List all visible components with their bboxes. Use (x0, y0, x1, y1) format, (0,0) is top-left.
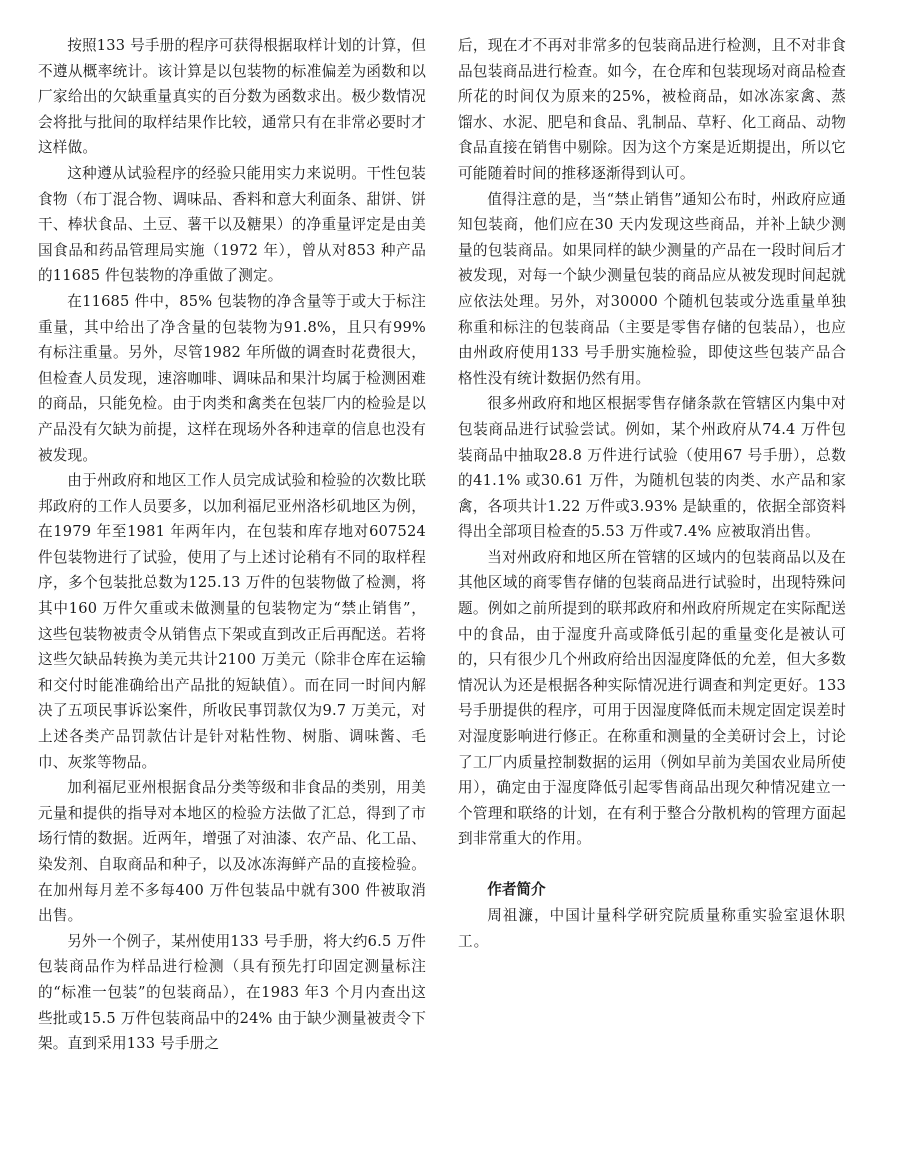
paragraph: 这种遵从试验程序的经验只能用实力来说明。干性包装食物（布丁混合物、调味品、香料和意大利面条、甜饼、饼干、棒状食品、土豆、薯干以及糖果）的净重量评定是由美国食品和药品管理局实施（1972 年），曾从对853 种产品的11685 件包装物的净重做了测定。 (38, 164, 426, 285)
paragraph: 很多州政府和地区根据零售存储条款在管辖区内集中对包装商品进行试验尝试。例如，某个州政府从74.4 万件包装商品中抽取28.8 万件进行试验（使用67 号手册），总数的41.1% 或30.61 万件，为随机包装的肉类、水产品和家禽，各项共计1.22 万件或3.93% 是缺重的，依据全部资料得出全部项目检查的5.53 万件或7.4% 应被取消出售。 (458, 395, 846, 541)
paragraph: 另外一个例子，某州使用133 号手册，将大约6.5 万件包装商品作为样品进行检测（具有预先打印固定测量标注的“标准一包装”的包装商品），在1983 年3 个月内查出这些批或15.5 万件包装商品中的24% 由于缺少测量被责令下架。直到采用133 号手册之 (38, 932, 426, 1053)
paragraph: 后，现在才不再对非常多的包装商品进行检测，且不对非食品包装商品进行检查。如今，在仓库和包装现场对商品检查所花的时间仅为原来的25%，被检商品，如冰冻家禽、蒸馏水、水泥、肥皂和食品、乳制品、草籽、化工商品、动物食品直接在销售中剔除。因为这个方案是近期提出，所以它可能随着时间的推移逐渐得到认可。 (458, 37, 846, 182)
author-heading: 作者简介 (487, 881, 546, 898)
paragraph: 值得注意的是，当“禁止销售”通知公布时，州政府应通知包装商，他们应在30 天内发现这些商品，并补上缺少测量的包装商品。如果同样的缺少测量的产品在一段时间后才被发现，对每一个缺少测量包装的商品应从被发现时间起就应依法处理。另外，对30000 个随机包装或分选重量单独称重和标注的包装商品（主要是零售存储的包装品），也应由州政府使用133 号手册实施检验，即使这些包装产品合格性没有统计数据仍然有用。 (458, 190, 846, 387)
paragraph: 在11685 件中，85% 包装物的净含量等于或大于标注重量，其中给出了净含量的包装物为91.8%，且只有99% 有标注重量。另外，尽管1982 年所做的调查时花费很大，但检查人员发现，速溶咖啡、调味品和果汁均属于检测困难的商品，只能免检。由于肉类和禽类在包装厂内的检验是以产品没有欠缺为前提，这样在现场外各种违章的信息也没有被发现。 (38, 292, 426, 464)
paragraph: 按照133 号手册的程序可获得根据取样计划的计算，但不遵从概率统计。该计算是以包装物的标准偏差为函数和以厂家给出的欠缺重量真实的百分数为函数求出。极少数情况会将批与批间的取样结果作比较，通常只有在非常必要时才这样做。 (38, 37, 426, 157)
paragraph: 当对州政府和地区所在管辖的区域内的包装商品以及在其他区域的商零售存储的包装商品进行试验时，出现特殊问题。例如之前所提到的联邦政府和州政府所规定在实际配送中的食品，由于湿度升高或降低引起的重量变化是被认可的，只有很少几个州政府给出因湿度降低的允差，但大多数情况认为还是根据各种实际情况进行调查和判定更好。133 号手册提供的程序，可用于因湿度降低而未规定固定误差时对湿度影响进行修正。在称重和测量的全美研讨会上，讨论了工厂内质量控制数据的运用（例如早前为美国农业局所使用），确定由于湿度降低引起零售商品出现欠种情况建立一个管理和联络的计划，在有利于整合分散机构的管理方面起到非常重大的作用。 (458, 548, 846, 848)
right-column (458, 33, 846, 955)
paragraph: 加利福尼亚州根据食品分类等级和非食品的类别，用美元量和提供的指导对本地区的检验方法做了汇总，得到了市场行情的数据。近两年，增强了对油漆、农产品、化工品、染发剂、自取商品和种子，以及冰冻海鲜产品的直接检验。在加州每月差不多每400 万件包装品中就有300 件被取消出售。 (38, 779, 426, 925)
paragraph: 由于州政府和地区工作人员完成试验和检验的次数比联邦政府的工作人员要多，以加利福尼亚州洛杉矶地区为例，在1979 年至1981 年两年内，在包装和库存地对607524 件包装物进行了试验，使用了与上述讨论稍有不同的取样程序，多个包装批总数为125.13 万件的包装物做了检测，将其中160 万件欠重或未做测量的包装物定为“禁止销售”，这些包装物被责令从销售点下架或直到改正后再配送。若将这些欠缺品转换为美元共计2100 万美元（除非仓库在运输和交付时能准确给出产品批的短缺值）。而在同一时间内解决了五项民事诉讼案件，所收民事罚款仅为9.7 万美元，对上述各类产品罚款估计是针对粘性物、树脂、调味酱、毛巾、灰浆等物品。 (38, 472, 426, 771)
left-column (38, 33, 426, 1057)
author-bio: 周祖濂，中国计量科学研究院质量称重实验室退休职工。 (458, 907, 846, 950)
